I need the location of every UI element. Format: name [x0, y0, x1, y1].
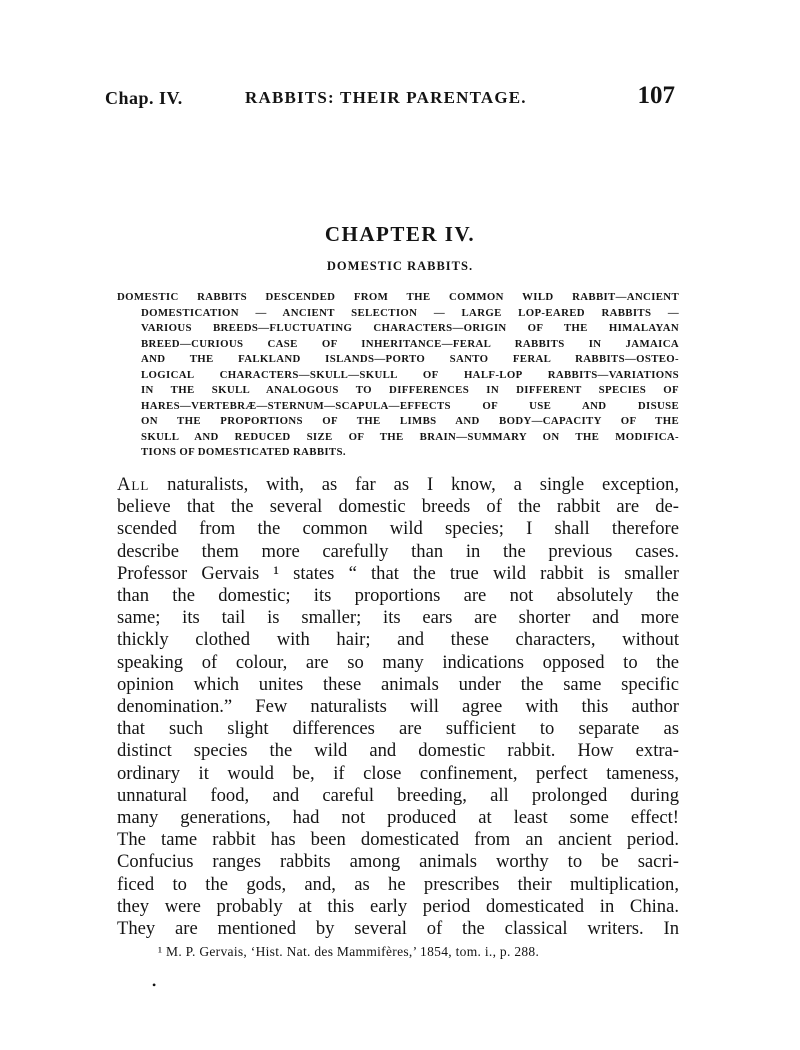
body-line: thickly clothed with hair; and these characters, without	[117, 629, 679, 651]
page-number: 107	[637, 82, 675, 109]
synopsis-line: BREED—CURIOUS CASE OF INHERITANCE—FERAL RABBITS IN JAMAICA	[141, 337, 679, 350]
chapter-subtitle: DOMESTIC RABBITS.	[326, 259, 474, 273]
synopsis-line: DOMESTICATION — ANCIENT SELECTION — LARGE LOP-EARED RABBITS —	[141, 306, 679, 319]
body-line: unnatural food, and careful breeding, all prolonged during	[117, 784, 679, 806]
body-line: Professor Gervais ¹ states “ that the true wild rabbit is smaller	[117, 562, 679, 584]
body-line: They are mentioned by several of the classical writers. In	[117, 918, 679, 940]
synopsis-line: ON THE PROPORTIONS OF THE LIMBS AND BODY—CAPACITY OF THE	[141, 415, 679, 427]
body-line: many generations, had not produced at least some effect!	[117, 807, 679, 829]
synopsis-line: VARIOUS BREEDS—FLUCTUATING CHARACTERS—ORIGIN OF THE HIMALAYAN	[141, 322, 679, 334]
synopsis-line: IN THE SKULL ANALOGOUS TO DIFFERENCES IN DIFFERENT SPECIES OF	[141, 384, 679, 396]
running-head-title: RABBITS: THEIR PARENTAGE.	[245, 88, 527, 107]
body-line: speaking of colour, are so many indications opposed to the	[117, 651, 679, 673]
body-line-text: naturalists, with, as far as I know, a single exception,	[149, 474, 679, 495]
chapter-synopsis	[117, 290, 679, 461]
synopsis-line: AND THE FALKLAND ISLANDS—PORTO SANTO FERAL RABBITS—OSTEO-	[141, 353, 679, 365]
running-head-chapter: Chap. IV.	[105, 88, 183, 108]
body-line: denomination.” Few naturalists will agree with this author	[117, 696, 679, 718]
body-line: The tame rabbit has been domesticated from an ancient period.	[117, 829, 679, 851]
body-line: describe them more carefully than in the previous cases.	[117, 540, 679, 562]
body-line: scended from the common wild species; I shall therefore	[117, 518, 679, 540]
footnote: ¹ M. P. Gervais, ‘Hist. Nat. des Mammifères,’ 1854, tom. i., p. 288.	[158, 944, 540, 959]
chapter-title: CHAPTER IV.	[324, 222, 476, 246]
synopsis-line: LOGICAL CHARACTERS—SKULL—SKULL OF HALF-LOP RABBITS—VARIATIONS	[141, 368, 679, 381]
body-line: same; its tail is smaller; its ears are shorter and more	[117, 607, 679, 629]
body-line: opinion which unites these animals under the same specific	[117, 673, 679, 695]
print-mark: •	[152, 978, 157, 992]
body-line: Confucius ranges rabbits among animals worthy to be sacri-	[117, 851, 679, 873]
synopsis-line: SKULL AND REDUCED SIZE OF THE BRAIN—SUMMARY ON THE MODIFICA-	[141, 430, 679, 443]
synopsis-line: DOMESTIC RABBITS DESCENDED FROM THE COMMON WILD RABBIT—ANCIENT	[117, 291, 679, 303]
body-line: ficed to the gods, and, as he prescribes their multiplication,	[117, 873, 679, 895]
body-line: ordinary it would be, if close confinement, perfect tameness,	[117, 762, 679, 784]
body-line: distinct species the wild and domestic rabbit. How extra-	[117, 740, 679, 762]
body-line: they were probably at this early period domesticated in China.	[117, 895, 679, 917]
running-head	[105, 82, 675, 114]
body-line	[117, 474, 679, 496]
paragraph-initial-word: All	[117, 474, 150, 495]
synopsis-line: HARES—VERTEBRÆ—STERNUM—SCAPULA—EFFECTS OF USE AND DISUSE	[141, 399, 679, 412]
body-line: than the domestic; its proportions are not absolutely the	[117, 585, 679, 607]
synopsis-line: TIONS OF DOMESTICATED RABBITS.	[141, 446, 346, 458]
body-paragraph	[117, 474, 679, 940]
body-line: that such slight differences are sufficient to separate as	[117, 718, 679, 740]
body-line: believe that the several domestic breeds of the rabbit are de-	[117, 496, 679, 518]
